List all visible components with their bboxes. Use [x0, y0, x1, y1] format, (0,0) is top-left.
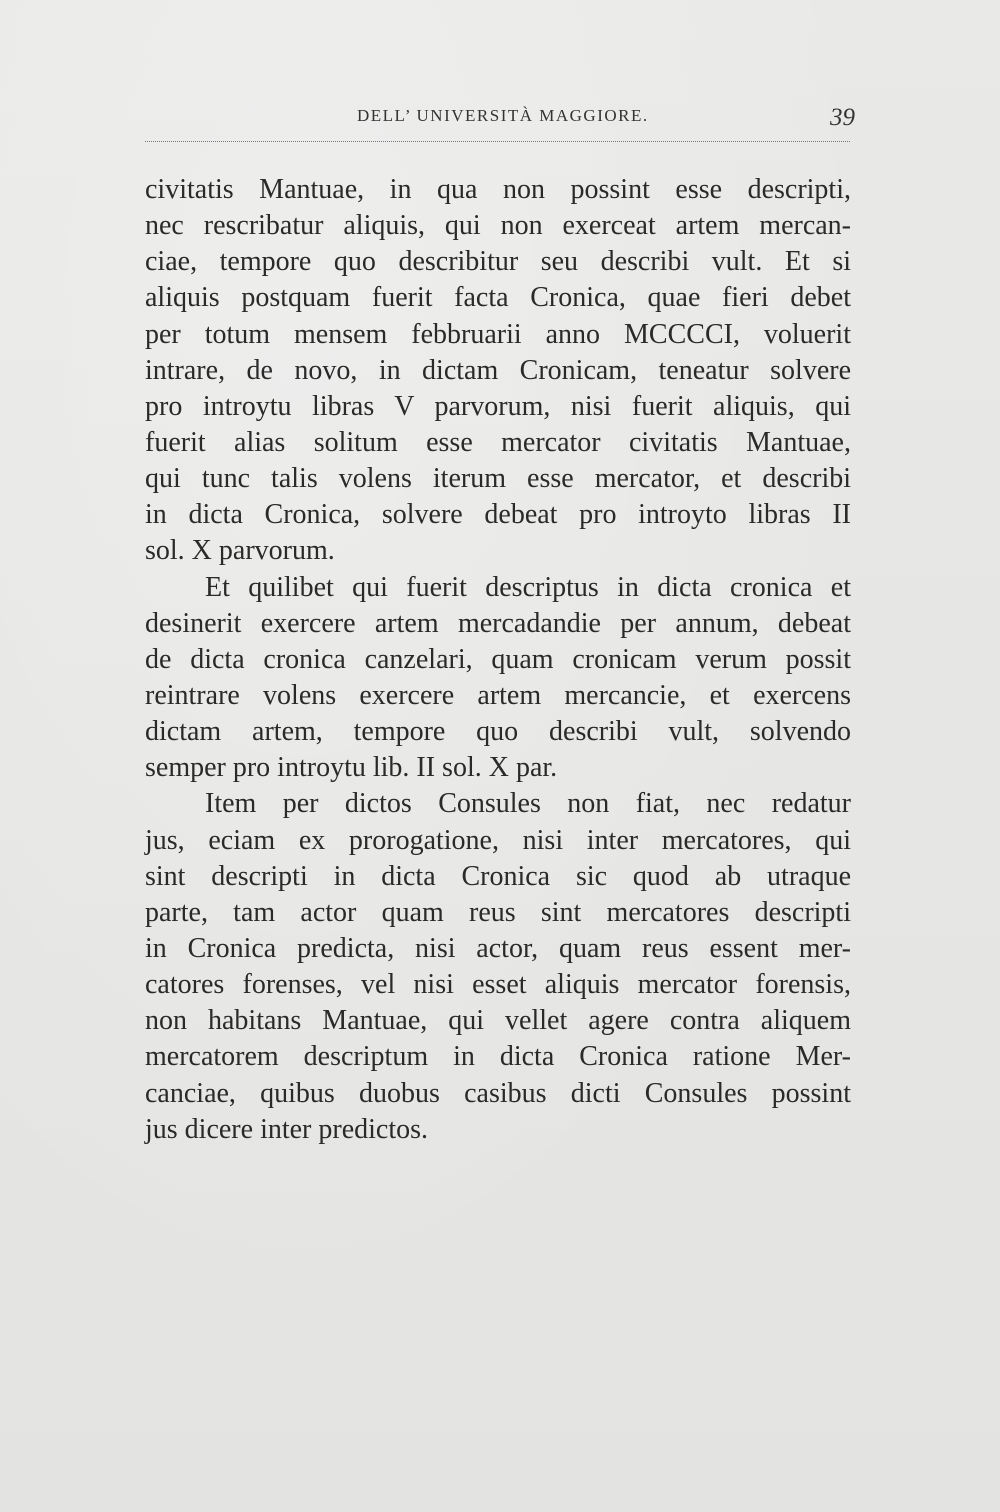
- text-line: sol. X parvorum.: [145, 535, 335, 567]
- text-line: in dicta Cronica, solvere debeat pro introyto libras II: [145, 499, 851, 531]
- text-line: Item per dictos Consules non fiat, nec redatur: [205, 788, 851, 820]
- text-line: dictam artem, tempore quo describi vult, solvendo: [145, 716, 851, 748]
- text-line: per totum mensem febbruarii anno MCCCCI, voluerit: [145, 318, 851, 350]
- text-line: in Cronica predicta, nisi actor, quam reus essent mer-: [145, 932, 851, 964]
- text-line: nec rescribatur aliquis, qui non exerceat artem mercan-: [145, 210, 851, 242]
- text-line: reintrare volens exercere artem mercancie, et exercens: [145, 679, 851, 711]
- text-line: qui tunc talis volens iterum esse mercator, et describi: [145, 463, 851, 495]
- text-line: semper pro introytu lib. II sol. X par.: [145, 752, 558, 784]
- header-dotted-rule: [145, 141, 850, 142]
- text-line: jus dicere inter predictos.: [145, 1113, 429, 1145]
- text-line: sint descripti in dicta Cronica sic quod ab utraque: [145, 860, 851, 892]
- text-line: canciae, quibus duobus casibus dicti Consules possint: [145, 1077, 851, 1109]
- text-line: pro introytu libras V parvorum, nisi fuerit aliquis, qui: [145, 390, 851, 422]
- body-text: [145, 172, 851, 1148]
- text-line: catores forenses, vel nisi esset aliquis mercator forensis,: [145, 969, 851, 1001]
- text-line: parte, tam actor quam reus sint mercatores descripti: [145, 896, 851, 928]
- text-line: jus, eciam ex prorogatione, nisi inter mercatores, qui: [145, 824, 851, 856]
- text-line: intrare, de novo, in dictam Cronicam, teneatur solvere: [145, 354, 851, 386]
- text-line: non habitans Mantuae, qui vellet agere contra aliquem: [145, 1005, 851, 1037]
- text-line: ciae, tempore quo describitur seu describi vult. Et si: [145, 246, 851, 278]
- running-head: [145, 104, 855, 138]
- page-number: 39: [830, 104, 855, 131]
- text-line: de dicta cronica canzelari, quam cronicam verum possit: [145, 643, 851, 675]
- text-line: desinerit exercere artem mercadandie per annum, debeat: [145, 607, 851, 639]
- text-line: mercatorem descriptum in dicta Cronica ratione Mer-: [145, 1041, 851, 1073]
- text-line: aliquis postquam fuerit facta Cronica, quae fieri debet: [145, 282, 851, 314]
- running-title: DELL’ UNIVERSITÀ MAGGIORE.: [357, 106, 649, 125]
- text-line: Et quilibet qui fuerit descriptus in dicta cronica et: [205, 571, 851, 603]
- text-line: civitatis Mantuae, in qua non possint esse descripti,: [145, 174, 851, 205]
- text-line: fuerit alias solitum esse mercator civitatis Mantuae,: [145, 426, 851, 458]
